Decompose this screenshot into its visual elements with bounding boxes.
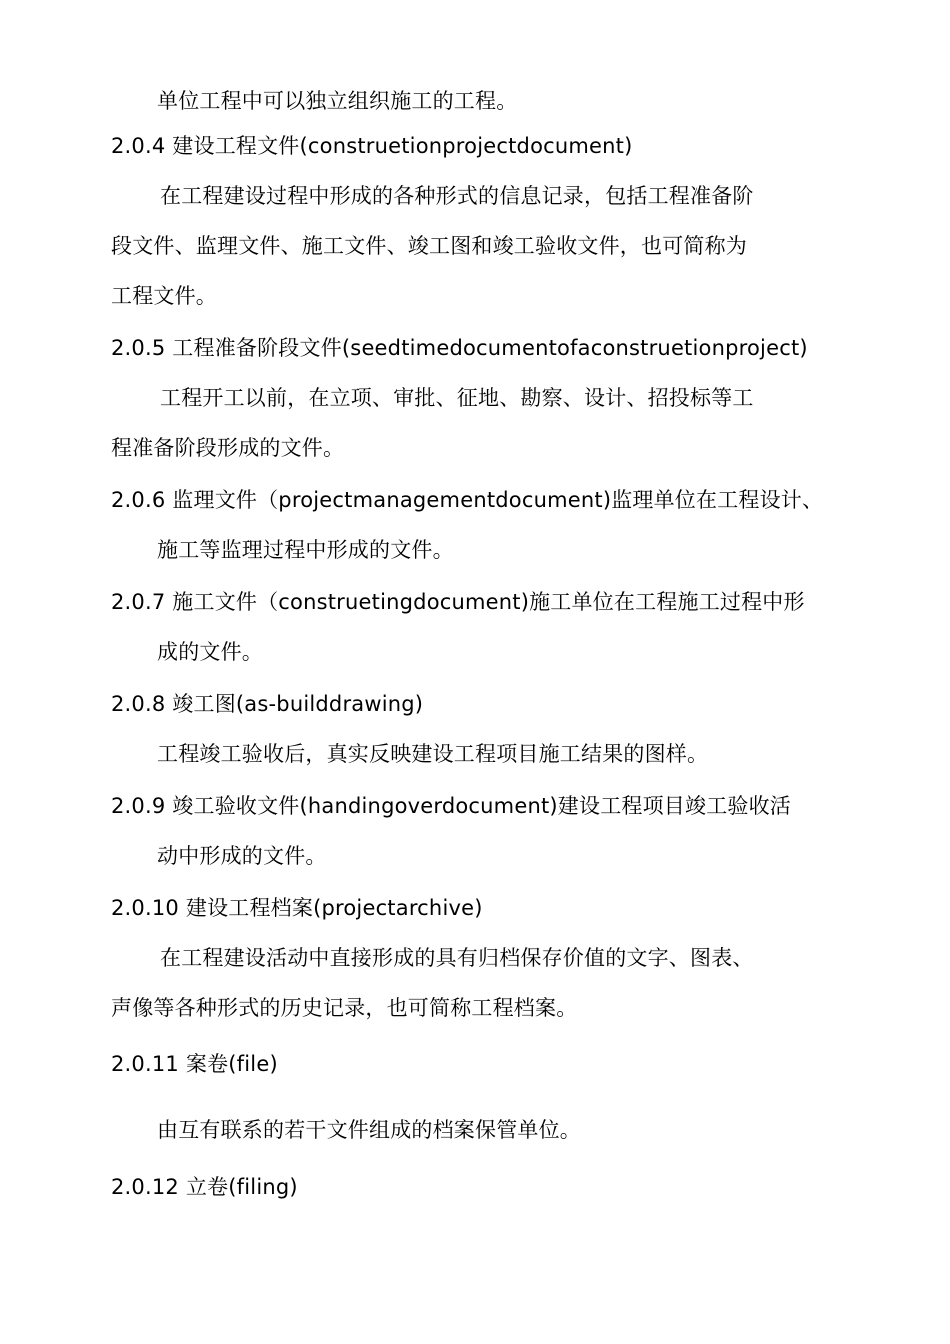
paragraph-line: 工程文件。 [111, 284, 217, 308]
term-heading-2-0-9: 2.0.9 竣工验收文件(handingoverdocument)建设工程项目竣工验收活 [111, 794, 791, 818]
term-heading-2-0-5: 2.0.5 工程准备阶段文件(seedtimedocumentofaconstruetionproject) [111, 336, 808, 360]
paragraph-line: 程准备阶段形成的文件。 [111, 436, 345, 460]
paragraph-line: 工程竣工验收后，真实反映建设工程项目施工结果的图样。 [157, 742, 709, 766]
paragraph-line: 在工程建设活动中直接形成的具有归档保存价值的文字、图表、 [160, 946, 754, 970]
paragraph-line: 单位工程中可以独立组织施工的工程。 [157, 89, 518, 113]
term-heading-2-0-4: 2.0.4 建设工程文件(construetionprojectdocument) [111, 134, 633, 158]
paragraph-line: 施工等监理过程中形成的文件。 [157, 538, 454, 562]
paragraph-line: 在工程建设过程中形成的各种形式的信息记录，包括工程准备阶 [160, 184, 754, 208]
term-heading-2-0-6: 2.0.6 监理文件（projectmanagementdocument)监理单位在工程设计、 [111, 488, 824, 512]
paragraph-line: 工程开工以前，在立项、审批、征地、勘察、设计、招投标等工 [160, 386, 754, 410]
paragraph-line: 声像等各种形式的历史记录，也可简称工程档案。 [111, 996, 578, 1020]
paragraph-line: 由互有联系的若干文件组成的档案保管单位。 [157, 1118, 581, 1142]
term-heading-2-0-7: 2.0.7 施工文件（construetingdocument)施工单位在工程施工过程中形 [111, 590, 805, 614]
term-heading-2-0-11: 2.0.11 案卷(file) [111, 1052, 278, 1076]
paragraph-line: 成的文件。 [157, 640, 263, 664]
term-heading-2-0-10: 2.0.10 建设工程档案(projectarchive) [111, 896, 483, 920]
paragraph-line: 段文件、监理文件、施工文件、竣工图和竣工验收文件，也可简称为 [111, 234, 747, 258]
paragraph-line: 动中形成的文件。 [157, 844, 327, 868]
term-heading-2-0-8: 2.0.8 竣工图(as-builddrawing) [111, 692, 424, 716]
term-heading-2-0-12: 2.0.12 立卷(filing) [111, 1175, 298, 1199]
